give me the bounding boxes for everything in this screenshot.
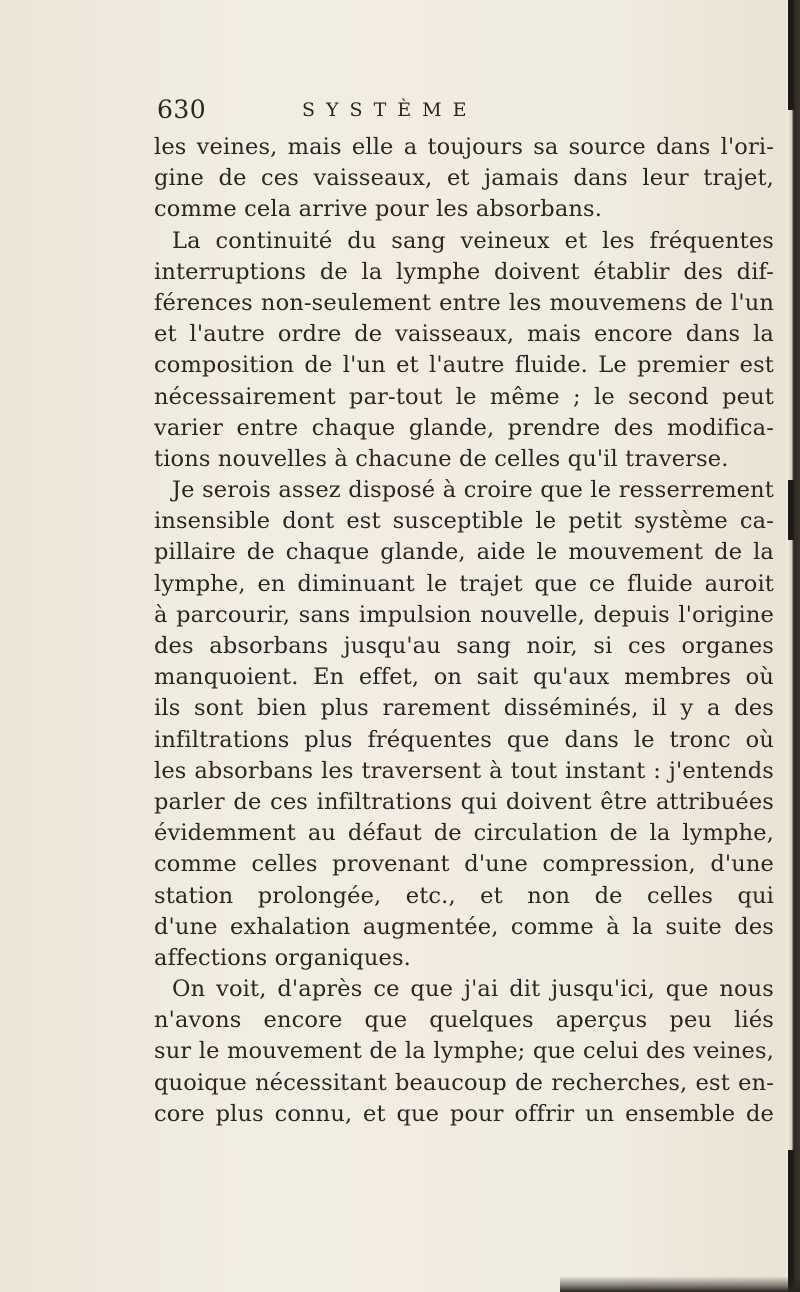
body-text <box>154 132 774 1130</box>
text-line: les absorbans les traversent à tout instant : j'entends <box>154 757 774 784</box>
text-line: varier entre chaque glande, prendre des modifica- <box>154 414 774 441</box>
text-line: insensible dont est susceptible le petit système ca- <box>154 508 774 535</box>
text-line: sur le mouvement de la lymphe; que celui des veines, <box>154 1038 774 1065</box>
text-line: pillaire de chaque glande, aide le mouvement de la <box>154 539 774 566</box>
page-bottom-shadow <box>560 1276 800 1292</box>
text-line: nécessairement par-tout le même ; le second peut <box>154 383 774 410</box>
text-line: Je serois assez disposé à croire que le resserrement <box>172 477 774 504</box>
text-line: des absorbans jusqu'au sang noir, si ces organes <box>154 633 774 659</box>
text-line: évidemment au défaut de circulation de la lymphe, <box>154 820 774 847</box>
text-line: parler de ces infiltrations qui doivent être attribuées <box>154 788 774 815</box>
page-header <box>157 95 597 129</box>
text-line: n'avons encore que quelques aperçus peu liés <box>154 1007 774 1034</box>
text-line: lymphe, en diminuant le trajet que ce fluide auroit <box>154 570 774 597</box>
spine-shadow <box>788 0 794 110</box>
text-line: et l'autre ordre de vaisseaux, mais encore dans la <box>154 321 774 348</box>
text-line: affections organiques. <box>154 944 411 971</box>
text-line: ils sont bien plus rarement disséminés, il y a des <box>154 695 774 722</box>
text-line: composition de l'un et l'autre fluide. Le premier est <box>154 352 774 379</box>
page-spine-edge <box>786 0 800 1292</box>
text-line: comme celles provenant d'une compression, d'une <box>154 851 774 878</box>
text-line: tions nouvelles à chacune de celles qu'il traverse. <box>154 445 729 472</box>
text-line: core plus connu, et que pour offrir un ensemble de <box>154 1100 774 1127</box>
text-line: les veines, mais elle a toujours sa source dans l'ori- <box>154 134 774 160</box>
text-line: manquoient. En effet, on sait qu'aux membres où <box>154 664 774 691</box>
running-title: SYSTÈME <box>302 99 478 121</box>
text-line: à parcourir, sans impulsion nouvelle, depuis l'origine <box>154 601 774 628</box>
text-line: férences non-seulement entre les mouvemens de l'un <box>154 289 774 316</box>
text-line: infiltrations plus fréquentes que dans le tronc où <box>154 726 774 753</box>
text-line: station prolongée, etc., et non de celles qui <box>154 882 774 909</box>
text-line: On voit, d'après ce que j'ai dit jusqu'ici, que nous <box>172 976 774 1003</box>
text-line: gine de ces vaisseaux, et jamais dans leur trajet, <box>154 165 774 192</box>
text-line: La continuité du sang veineux et les fréquentes <box>172 227 774 254</box>
text-line: comme cela arrive pour les absorbans. <box>154 196 603 223</box>
text-line: interruptions de la lymphe doivent établir des dif- <box>154 258 774 285</box>
spine-shadow <box>788 1150 794 1292</box>
page-number: 630 <box>157 95 207 124</box>
text-line: quoique nécessitant beaucoup de recherches, est en- <box>154 1069 774 1096</box>
spine-shadow <box>788 480 794 540</box>
text-line: d'une exhalation augmentée, comme à la suite des <box>154 913 774 940</box>
